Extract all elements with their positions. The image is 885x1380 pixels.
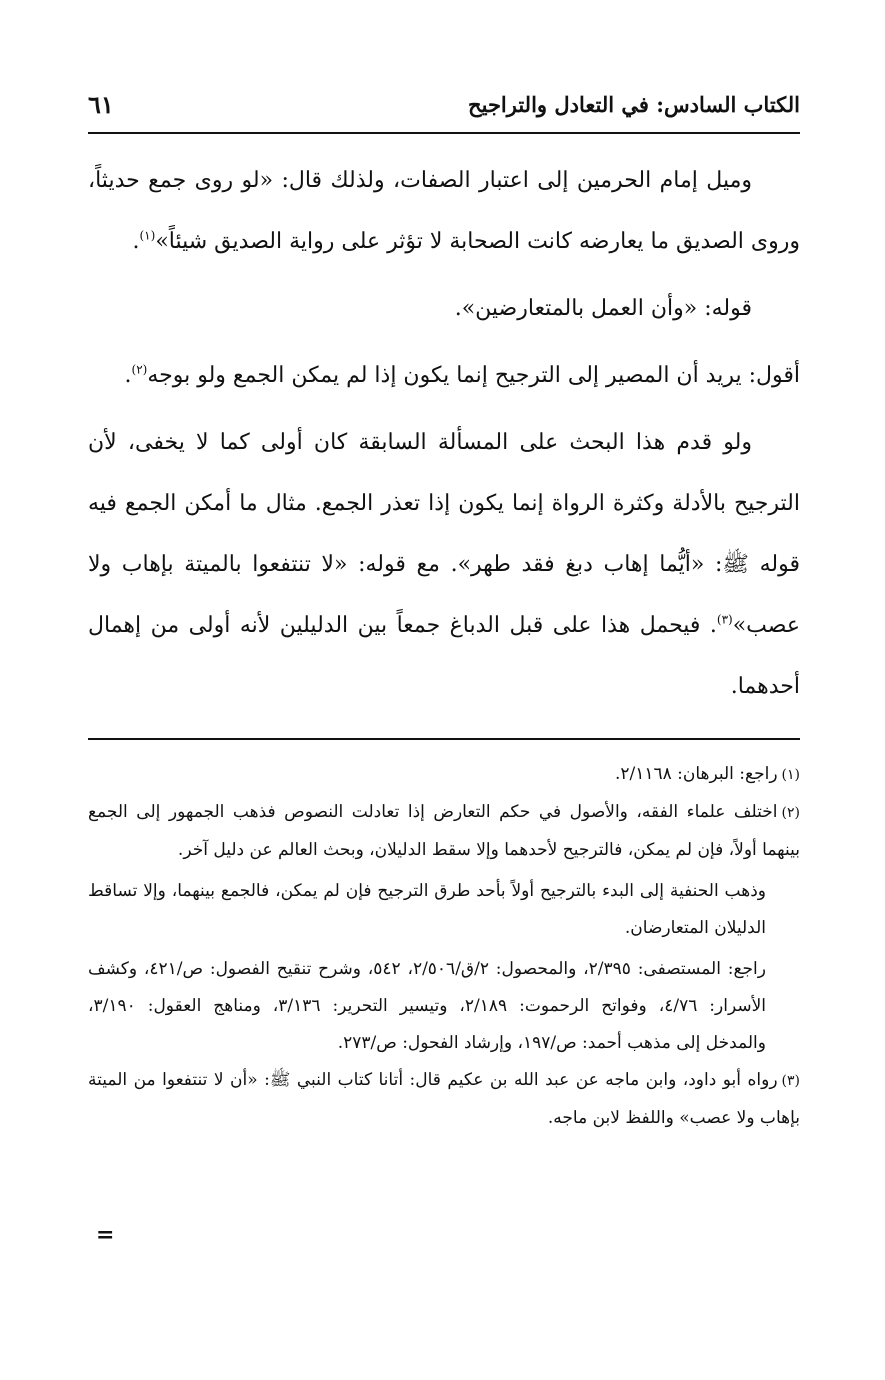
footnote-1-text: راجع: البرهان: ٢/١١٦٨. — [614, 764, 778, 784]
footnote-2 — [88, 794, 800, 869]
footnote-rule — [88, 738, 800, 740]
footnote-2-text-c: راجع: المستصفى: ٢/٣٩٥، والمحصول: ٢/ق/٢/٥٠٦، ٥٤٢، وشرح تنقيح الفصول: ص/٤٢١، وكشف الأسرار: ٤/٧٦، وفواتح الرحموت: ٢/١٨٩، وتيسير التحرير: ٣/١٣٦، ومناهج العقول: ٣/١٩٠، والمدخل إلى مذهب أحمد: ص/١٩٧، وإرشاد الفحول: ص/٢٧٣. — [88, 959, 767, 1053]
paragraph-4 — [88, 412, 800, 717]
footnote-1 — [88, 756, 800, 794]
footnote-3-text: رواه أبو داود، وابن ماجه عن عبد الله بن عكيم قال: أتانا كتاب النبي ﷺ: «أن لا تنتفعوا من الميتة بإهاب ولا عصب» واللفظ لابن ماجه. — [88, 1070, 800, 1128]
continuation-mark: = — [96, 1222, 115, 1248]
paragraph-1-end: . — [132, 229, 140, 254]
footnote-ref-2: (٢) — [131, 362, 148, 377]
paragraph-2: قوله: «وأن العمل بالمتعارضين». — [454, 296, 752, 321]
footnote-ref-1: (١) — [139, 228, 156, 243]
paragraph-4-text-a: ولو قدم هذا البحث على المسألة السابقة كان أولى كما لا يخفى، لأن الترجيح بالأدلة وكثرة الرواة إنما يكون إذا تعذر الجمع. مثال ما أمكن الجمع فيه قوله ﷺ: «أيُّما إهاب دبغ فقد طهر». مع قوله: «لا تنتفعوا بالميتة بإهاب ولا عصب» — [88, 430, 800, 638]
running-header — [88, 92, 800, 132]
paragraph-1 — [88, 150, 800, 272]
page-number: ٦١ — [88, 90, 114, 119]
header-title: الكتاب السادس: في التعادل والتراجيح — [468, 92, 800, 117]
paragraph-1-text: وميل إمام الحرمين إلى اعتبار الصفات، ولذلك قال: «لو روى جمع حديثاً، وروى الصديق ما يعارضه كانت الصحابة لا تؤثر على رواية الصديق شيئاً» — [88, 168, 800, 254]
footnote-2-continuation — [88, 873, 800, 1062]
footnote-3 — [88, 1062, 800, 1137]
footnote-3-number: (٣) — [781, 1073, 800, 1089]
paragraph-3-end: . — [124, 363, 132, 388]
header-rule — [88, 132, 800, 134]
main-text — [88, 150, 800, 717]
footnote-2-text-b: وذهب الحنفية إلى البدء بالترجيح أولاً بأحد طرق الترجيح فإن لم يمكن، فالجمع بينهما، وإلا تساقط الدليلان المتعارضان. — [88, 881, 766, 938]
footnote-ref-3: (٣) — [716, 612, 733, 627]
footnotes — [88, 756, 800, 1137]
paragraph-4-text-b: . فيحمل هذا على قبل الدباغ جمعاً بين الدليلين لأنه أولى من إهمال أحدهما. — [88, 613, 800, 699]
footnote-2-text-a: اختلف علماء الفقه، والأصول في حكم التعارض إذا تعادلت النصوص فذهب الجمهور إلى الجمع بينهما أولاً، فإن لم يمكن، فالترجيح لأحدهما وإلا سقط الدليلان، وبحث العالم عن دليل آخر. — [88, 802, 800, 860]
footnote-1-number: (١) — [781, 767, 800, 783]
footnote-2-number: (٢) — [781, 805, 800, 821]
paragraph-3 — [88, 345, 800, 406]
paragraph-3-text: أقول: يريد أن المصير إلى الترجيح إنما يكون إذا لم يمكن الجمع ولو بوجه — [147, 363, 800, 388]
